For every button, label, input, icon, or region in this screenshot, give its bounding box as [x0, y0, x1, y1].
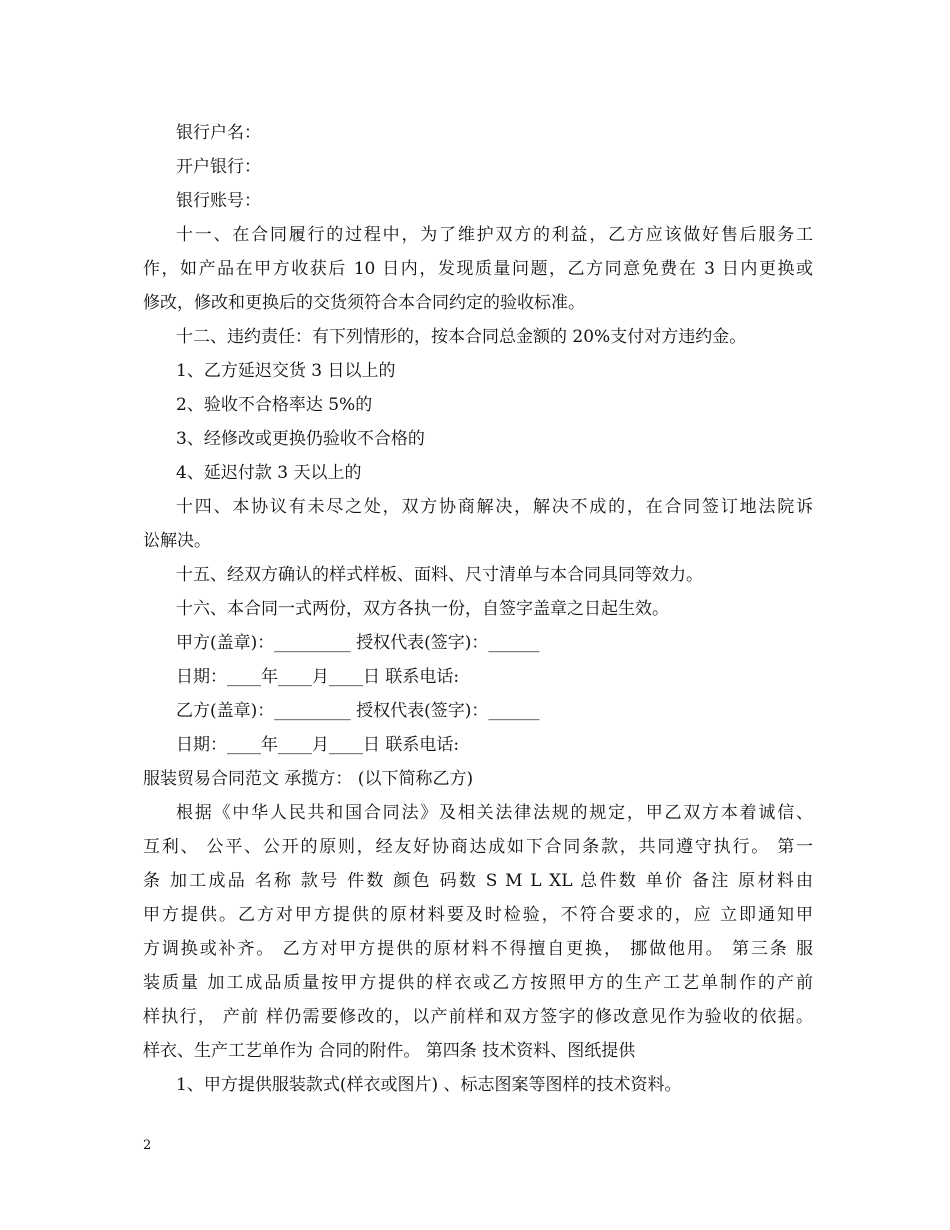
breach-item-1: 1、乙方延迟交货 3 日以上的 — [176, 361, 396, 381]
sample-contract-heading: 服装贸易合同范文 承揽方： (以下简称乙方) — [143, 769, 474, 789]
contract-body-line-8: 样衣、生产工艺单作为 合同的附件。 第四条 技术资料、图纸提供 — [143, 1041, 636, 1061]
breach-item-3: 3、经修改或更换仍验收不合格的 — [176, 429, 425, 449]
clause-fourteen-line-2: 讼解决。 — [143, 531, 211, 551]
bank-account-number-line: 银行账号： — [176, 191, 261, 211]
contract-body-line-6: 装质量 加工成品质量按甲方提供的样衣或乙方按照甲方的生产工艺单制作的产前 — [143, 973, 813, 993]
contract-body-line-4: 甲方提供。乙方对甲方提供的原材料要及时检验，不符合要求的，应 立即通知甲 — [143, 905, 813, 925]
contract-body-line-3: 条 加工成品 名称 款号 件数 颜色 码数 S M L XL 总件数 单价 备注 原材料由 — [143, 871, 813, 891]
technical-data-item-1: 1、甲方提供服装款式(样衣或图片) 、标志图案等图样的技术资料。 — [176, 1075, 682, 1095]
party-a-date-line: 日期：____年____月____日 联系电话: — [176, 667, 460, 687]
clause-eleven-line-2: 作，如产品在甲方收获后 10 日内，发现质量问题，乙方同意免费在 3 日内更换或 — [143, 259, 813, 279]
opening-bank-line: 开户银行： — [176, 157, 261, 177]
bank-account-name-line: 银行户名： — [176, 123, 261, 143]
contract-body-line-5: 方调换或补齐。 乙方对甲方提供的原材料不得擅自更换， 挪做他用。 第三条 服 — [143, 939, 813, 959]
clause-eleven-line-3: 修改，修改和更换后的交货须符合本合同约定的验收标准。 — [143, 293, 585, 313]
document-body — [143, 116, 813, 1102]
clause-fifteen: 十五、经双方确认的样式样板、面料、尺寸清单与本合同具同等效力。 — [176, 565, 703, 585]
contract-body-line-7: 样执行， 产前 样仍需要修改的，以产前样和双方签字的修改意见作为验收的依据。 — [143, 1007, 813, 1027]
party-b-signature-line: 乙方(盖章)：_________ 授权代表(签字)：______ — [176, 701, 540, 721]
party-a-signature-line: 甲方(盖章)：_________ 授权代表(签字)：______ — [176, 633, 540, 653]
clause-fourteen-line-1: 十四、本协议有未尽之处，双方协商解决，解决不成的，在合同签订地法院诉 — [176, 497, 813, 517]
clause-eleven-line-1: 十一、在合同履行的过程中，为了维护双方的利益，乙方应该做好售后服务工 — [176, 225, 813, 245]
party-b-date-line: 日期：____年____月____日 联系电话: — [176, 735, 460, 755]
clause-sixteen: 十六、本合同一式两份，双方各执一份，自签字盖章之日起生效。 — [176, 599, 669, 619]
breach-item-4: 4、延迟付款 3 天以上的 — [176, 463, 362, 483]
clause-twelve-title: 十二、违约责任：有下列情形的，按本合同总金额的 20%支付对方违约金。 — [176, 327, 747, 347]
contract-body-line-1: 根据《中华人民共和国合同法》及相关法律法规的规定，甲乙双方本着诚信、 — [176, 803, 813, 823]
breach-item-2: 2、验收不合格率达 5%的 — [176, 395, 373, 415]
contract-body-line-2: 互利、 公平、公开的原则，经友好协商达成如下合同条款，共同遵守执行。 第一 — [143, 837, 813, 857]
page-number: 2 — [143, 1138, 152, 1153]
